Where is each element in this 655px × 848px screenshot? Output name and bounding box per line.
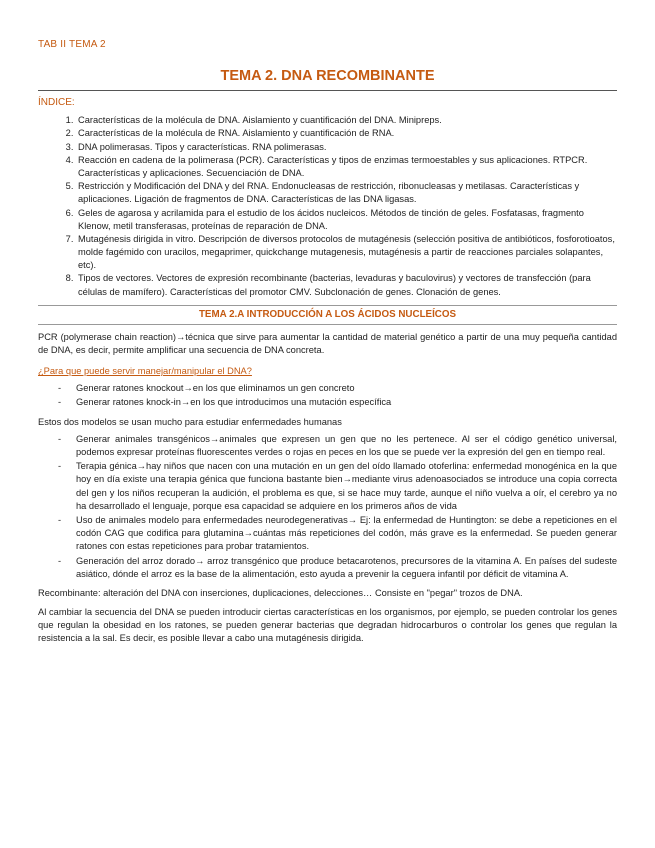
mouse-models-list xyxy=(38,382,617,409)
list-item: - Generar ratones knockout→en los que eliminamos un gen concreto xyxy=(76,382,617,395)
question-link[interactable]: ¿Para que puede servir manejar/manipular el DNA? xyxy=(38,366,252,377)
list-item: - Generar animales transgénicos→animales que expresen un gen que no les pertenece. Al ser el código genético universal, podemos expresar proteínas fluorescentes verdes o rojas en peces en los que se puede ver la expresión del gen en tiempo real. xyxy=(76,433,617,459)
index-item: 7. Mutagénesis dirigida in vitro. Descripción de diversos protocolos de mutagénesis (selección positiva de antibióticos, fosforotioatos, molde fagémido con uracilos, megaprimer, quickchange mutagenesis, mutagénesis a partir de reacciones parciales solapantes, etc). xyxy=(76,233,617,273)
index-item: 6. Geles de agarosa y acrilamida para el estudio de los ácidos nucleicos. Métodos de tinción de geles. Fosfatasas, fragmento Klenow, metil transferasas, proteínas de reparación de DNA. xyxy=(76,207,617,233)
pcr-paragraph: PCR (polymerase chain reaction)→técnica que sirve para aumentar la cantidad de material genético a partir de una muy pequeña cantidad de DNA, es decir, permite amplificar una secuencia de DNA concreta. xyxy=(38,331,617,355)
index-item: 4. Reacción en cadena de la polimerasa (PCR). Características y tipos de enzimas termoestables y sus aplicaciones. RTPCR. Características y aplicaciones. Secuenciación de DNA. xyxy=(76,154,617,180)
models-paragraph: Estos dos modelos se usan mucho para estudiar enfermedades humanas xyxy=(38,416,342,427)
index-item: 3. DNA polimerasas. Tipos y características. RNA polimerasas. xyxy=(76,141,617,154)
document-body xyxy=(38,96,617,646)
index-item: 5. Restricción y Modificación del DNA y del RNA. Endonucleasas de restricción, ribonucleasas y metilasas. Características y aplicaciones. Ligación de fragmentos de DNA. Características de las DNA ligasas. xyxy=(76,180,617,206)
applications-list xyxy=(38,433,617,581)
index-item: 8. Tipos de vectores. Vectores de expresión recombinante (bacterias, levaduras y baculovirus) y vectores de transfección (para células de mamífero). Características del promotor CMV. Subclonación de genes. Clonación de genes. xyxy=(76,272,617,298)
recombinant-paragraph: Recombinante: alteración del DNA con inserciones, duplicaciones, delecciones… Consiste en "pegar" trozos de DNA. xyxy=(38,587,523,598)
section-subtitle: TEMA 2.A INTRODUCCIÓN A LOS ÁCIDOS NUCLEÍCOS xyxy=(38,305,617,325)
list-item: - Terapia génica→hay niños que nacen con una mutación en un gen del oído llamado otoferlina: enfermedad monogénica en la que hoy en día existe una terapia génica que funciona bastante bien→mediante virus adenoasociados se introduce una copia correcta del gen y los niños recuperan la audición, el problema es que, si se hace muy tarde, aunque el niño vuelva a oír, el cerebro ya no ha desarrollado el lenguaje, porque esa capacidad se adquiere en los primeros años de vida xyxy=(76,460,617,513)
list-item: - Generar ratones knock-in→en los que introducimos una mutación específica xyxy=(76,396,617,409)
index-item: 2. Características de la molécula de RNA. Aislamiento y cuantificación de RNA. xyxy=(76,127,617,140)
index-item: 1. Características de la molécula de DNA. Aislamiento y cuantificación del DNA. Minipreps. xyxy=(76,114,617,127)
page-title: TEMA 2. DNA RECOMBINANTE xyxy=(38,66,617,91)
index-label: ÍNDICE: xyxy=(38,97,75,108)
index-list xyxy=(38,114,617,299)
list-item: - Uso de animales modelo para enfermedades neurodegenerativas→ Ej: la enfermedad de Huntington: se debe a repeticiones en el codón CAG que codifica para glutamina→cuántas más repeticiones del codón, más grave es la enfermedad. Se pueden generar ratones con estas repeticiones para probar tratamientos. xyxy=(76,514,617,554)
page-header: TAB II TEMA 2 xyxy=(38,39,106,50)
closing-paragraph: Al cambiar la secuencia del DNA se pueden introducir ciertas características en los organismos, por ejemplo, se pueden controlar los genes que regulan la obesidad en los ratones, se pueden generar bacterias que degradan hidrocarburos o controlar los genes que regulan la resistencia a la sal. Es decir, es posible llevar a cabo una mutagénesis dirigida. xyxy=(38,607,617,644)
list-item: - Generación del arroz dorado→ arroz transgénico que produce betacarotenos, precursores de la vitamina A. En países del sudeste asiático, dónde el arroz es la base de la alimentación, esto ayuda a prevenir la ceguera infantil por déficit de vitamina A. xyxy=(76,555,617,581)
